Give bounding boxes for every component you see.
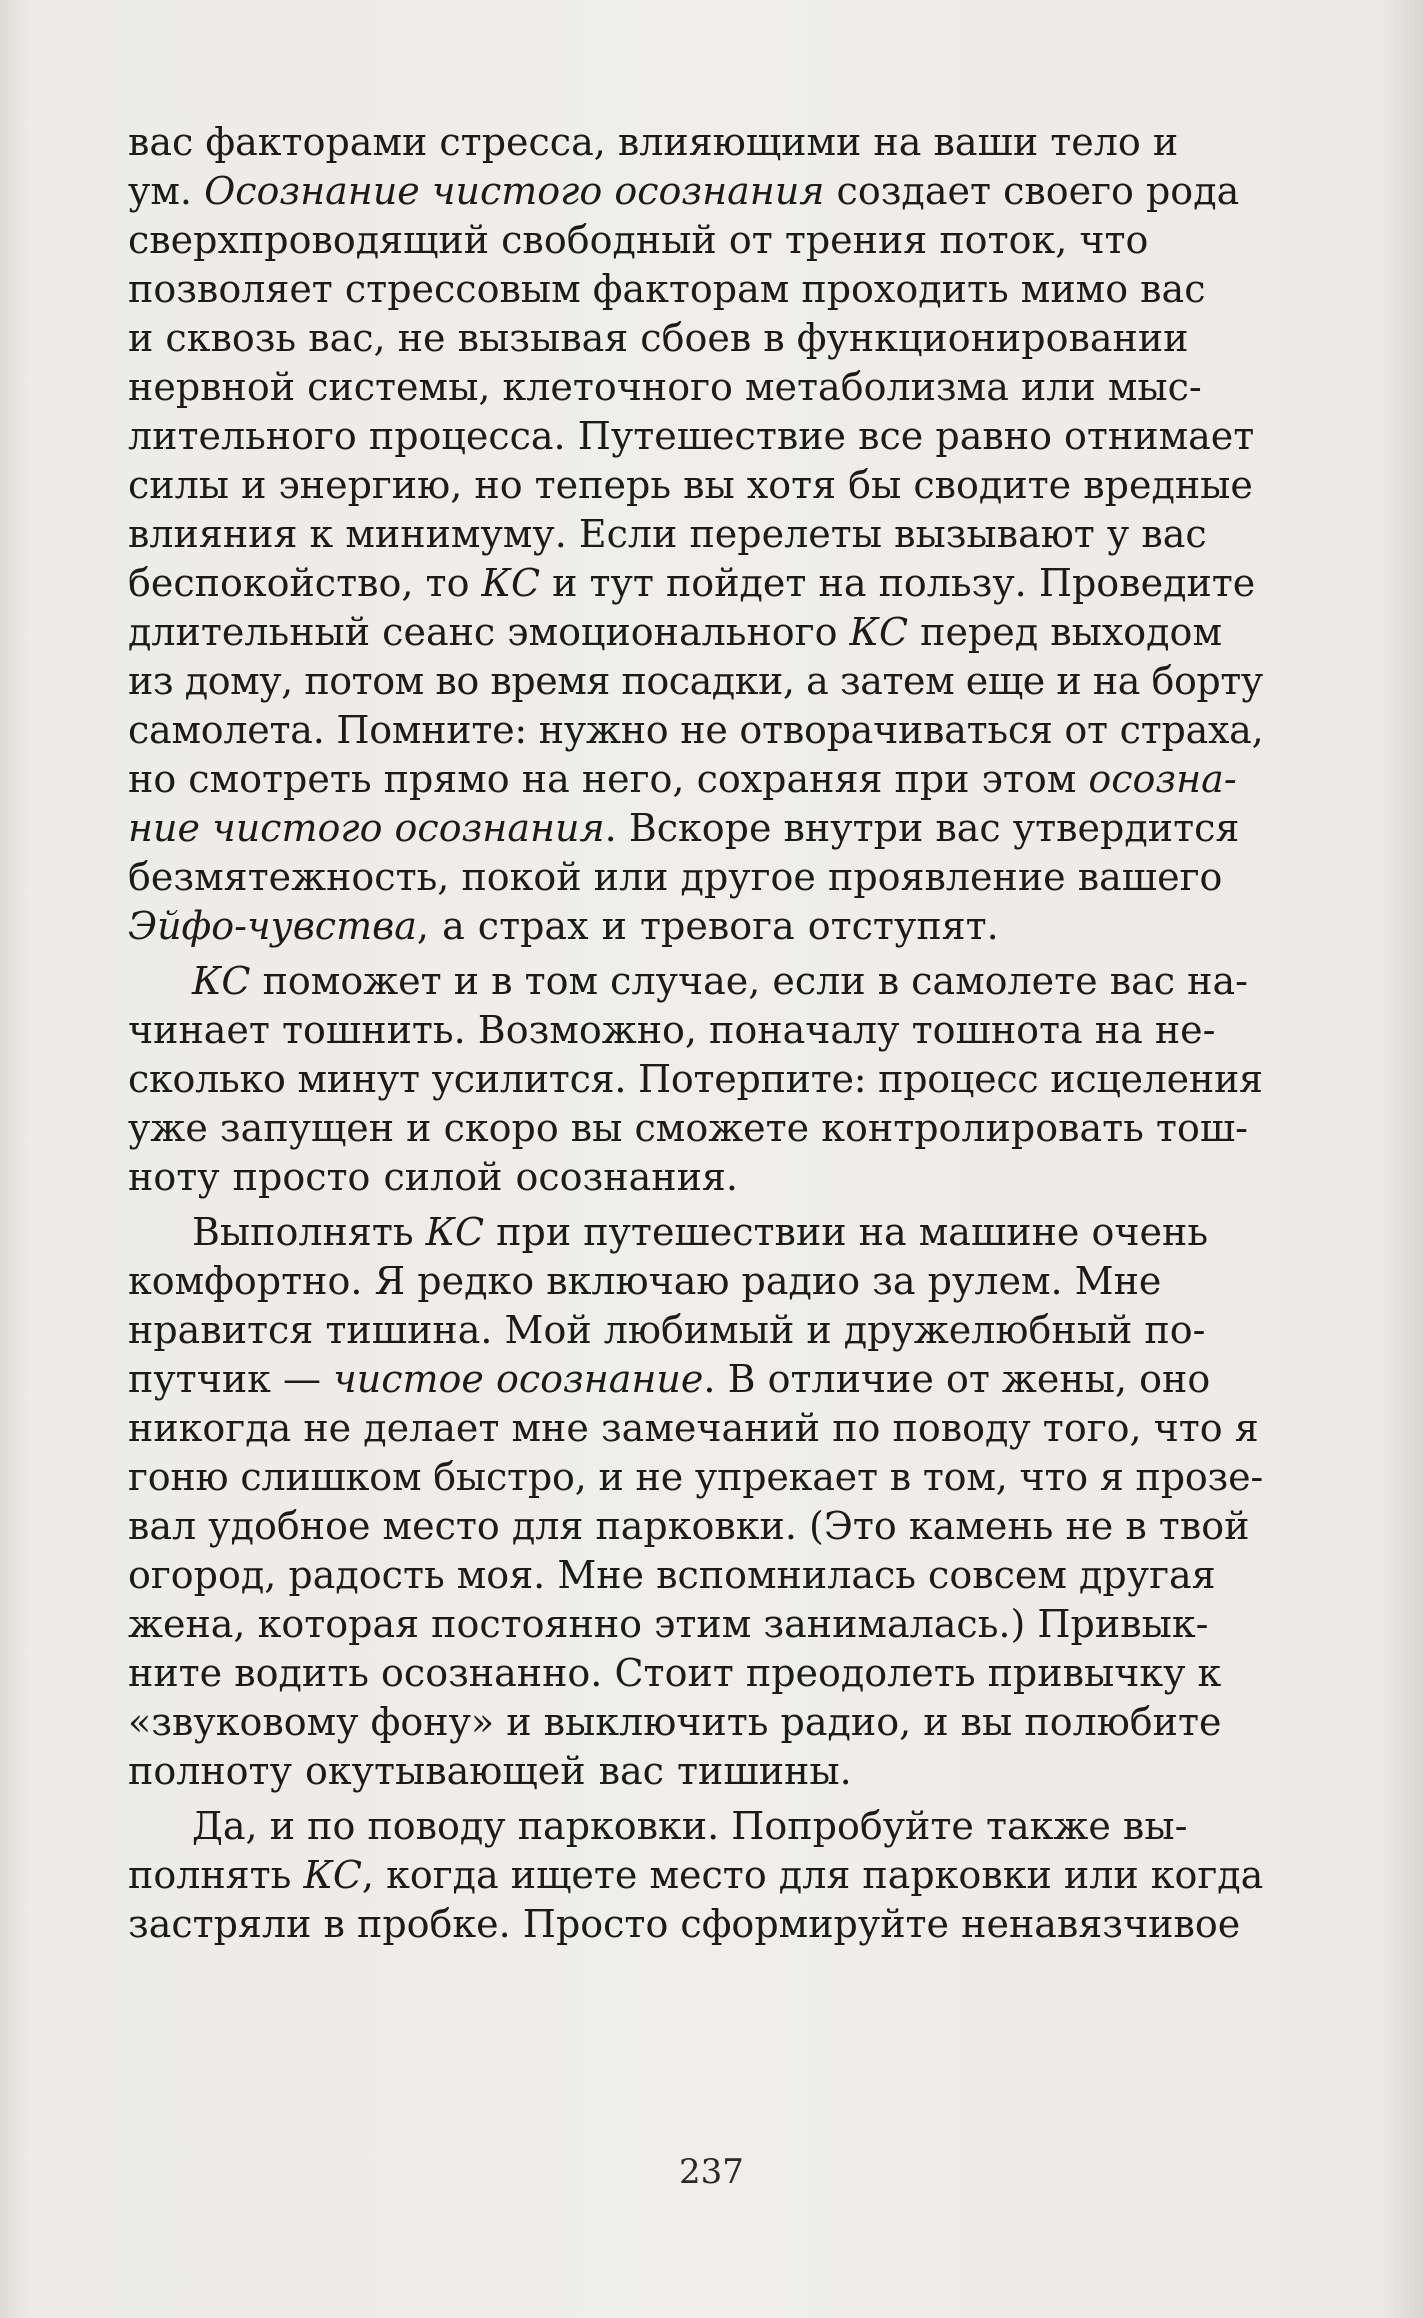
text-line — [128, 1208, 1263, 1257]
text-run: создает своего рода — [824, 169, 1240, 213]
text-line — [128, 1355, 1263, 1404]
text-run: , когда ищете место для парковки или когда — [361, 1853, 1264, 1897]
text-line — [128, 1153, 1263, 1202]
text-run: сколько минут усилится. Потерпите: процесс исцеления — [128, 1057, 1263, 1101]
text-run: ните водить осознанно. Стоит преодолеть привычку к — [128, 1651, 1222, 1695]
text-line — [128, 510, 1263, 559]
italic-run: осозна- — [1088, 757, 1237, 801]
text-line — [128, 1006, 1263, 1055]
text-run: нервной системы, клеточного метаболизма или мыс- — [128, 365, 1202, 409]
text-line — [128, 1404, 1263, 1453]
text-run: влияния к минимуму. Если перелеты вызывают у вас — [128, 512, 1207, 556]
text-run: нравится тишина. Мой любимый и дружелюбный по- — [128, 1308, 1206, 1352]
text-line — [128, 902, 1263, 951]
text-run: и сквозь вас, не вызывая сбоев в функционировании — [128, 316, 1189, 360]
page-number: 237 — [679, 2152, 744, 2192]
text-line — [128, 1649, 1263, 1698]
text-run: огород, радость моя. Мне вспомнилась совсем другая — [128, 1553, 1216, 1597]
text-run: при путешествии на машине очень — [484, 1210, 1209, 1254]
text-run: «звуковому фону» и выключить радио, и вы полюбите — [128, 1700, 1222, 1744]
text-line — [128, 461, 1263, 510]
text-run: из дому, потом во время посадки, а затем еще и на борту — [128, 659, 1263, 703]
text-run: жена, которая постоянно этим занималась.) Привык- — [128, 1602, 1209, 1646]
text-line — [128, 265, 1263, 314]
text-line — [128, 363, 1263, 412]
italic-run: КС — [192, 959, 251, 1003]
text-run: застряли в пробке. Просто сформируйте ненавязчивое — [128, 1902, 1241, 1946]
text-run: . В отличие от жены, оно — [703, 1357, 1211, 1401]
text-line — [128, 1551, 1263, 1600]
italic-run: Эйфо-чувства — [128, 904, 417, 948]
text-line — [128, 1257, 1263, 1306]
text-run: чинает тошнить. Возможно, поначалу тошнота на не- — [128, 1008, 1216, 1052]
text-run: комфортно. Я редко включаю радио за рулем. Мне — [128, 1259, 1162, 1303]
text-line — [128, 804, 1263, 853]
text-run: . Вскоре внутри вас утвердится — [604, 806, 1240, 850]
text-line — [128, 957, 1263, 1006]
text-line — [128, 118, 1263, 167]
text-run: Выполнять — [192, 1210, 426, 1254]
text-run: полноту окутывающей вас тишины. — [128, 1749, 852, 1793]
text-run: беспокойство, то — [128, 561, 482, 605]
italic-run: КС — [425, 1210, 485, 1254]
text-run: полнять — [128, 1853, 304, 1897]
text-line — [128, 1747, 1263, 1796]
text-line — [128, 1104, 1263, 1153]
text-line — [128, 1851, 1263, 1900]
text-run: длительный сеанс эмоционального — [128, 610, 850, 654]
text-line — [128, 755, 1263, 804]
text-run: вал удобное место для парковки. (Это камень не в твой — [128, 1504, 1250, 1548]
text-run: никогда не делает мне замечаний по поводу того, что я — [128, 1406, 1259, 1450]
text-run: поможет и в том случае, если в самолете вас на- — [250, 959, 1248, 1003]
text-run: ноту просто силой осознания. — [128, 1155, 738, 1199]
text-line — [128, 559, 1263, 608]
text-line — [128, 167, 1263, 216]
italic-run: чистое осознание — [333, 1357, 704, 1401]
body-text — [128, 118, 1263, 1949]
italic-run: КС — [303, 1853, 362, 1897]
text-line — [128, 1698, 1263, 1747]
text-run: самолета. Помните: нужно не отворачиваться от страха, — [128, 708, 1264, 752]
text-run: безмятежность, покой или другое проявление вашего — [128, 855, 1223, 899]
text-run: вас факторами стресса, влияющими на ваши тело и — [128, 120, 1179, 164]
text-line — [128, 1502, 1263, 1551]
text-line — [128, 216, 1263, 265]
text-run: сверхпроводящий свободный от трения поток, что — [128, 218, 1149, 262]
text-line — [128, 1055, 1263, 1104]
text-run: Да, и по поводу парковки. Попробуйте также вы- — [192, 1804, 1188, 1848]
italic-run: КС — [849, 610, 909, 654]
italic-run: КС — [481, 561, 541, 605]
italic-run: ние чистого осознания — [128, 806, 605, 850]
text-line — [128, 1900, 1263, 1949]
text-run: и тут пойдет на пользу. Проведите — [540, 561, 1256, 605]
text-run: путчик — — [128, 1357, 334, 1401]
text-run: гоню слишком быстро, и не упрекает в том, что я прозе- — [128, 1455, 1264, 1499]
text-line — [128, 706, 1263, 755]
text-run: позволяет стрессовым факторам проходить мимо вас — [128, 267, 1206, 311]
text-run: уже запущен и скоро вы сможете контролировать тош- — [128, 1106, 1248, 1150]
text-line — [128, 314, 1263, 363]
italic-run: Осознание чистого осознания — [204, 169, 825, 213]
text-line — [128, 412, 1263, 461]
text-line — [128, 1600, 1263, 1649]
text-line — [128, 853, 1263, 902]
text-run: силы и энергию, но теперь вы хотя бы сводите вредные — [128, 463, 1253, 507]
text-line — [128, 1453, 1263, 1502]
text-line — [128, 608, 1263, 657]
text-run: лительного процесса. Путешествие все равно отнимает — [128, 414, 1255, 458]
text-line — [128, 1306, 1263, 1355]
text-run: ум. — [128, 169, 205, 213]
text-line — [128, 1802, 1263, 1851]
text-run: , а страх и тревога отступят. — [416, 904, 999, 948]
text-run: перед выходом — [908, 610, 1222, 654]
text-line — [128, 657, 1263, 706]
text-run: но смотреть прямо на него, сохраняя при этом — [128, 757, 1089, 801]
